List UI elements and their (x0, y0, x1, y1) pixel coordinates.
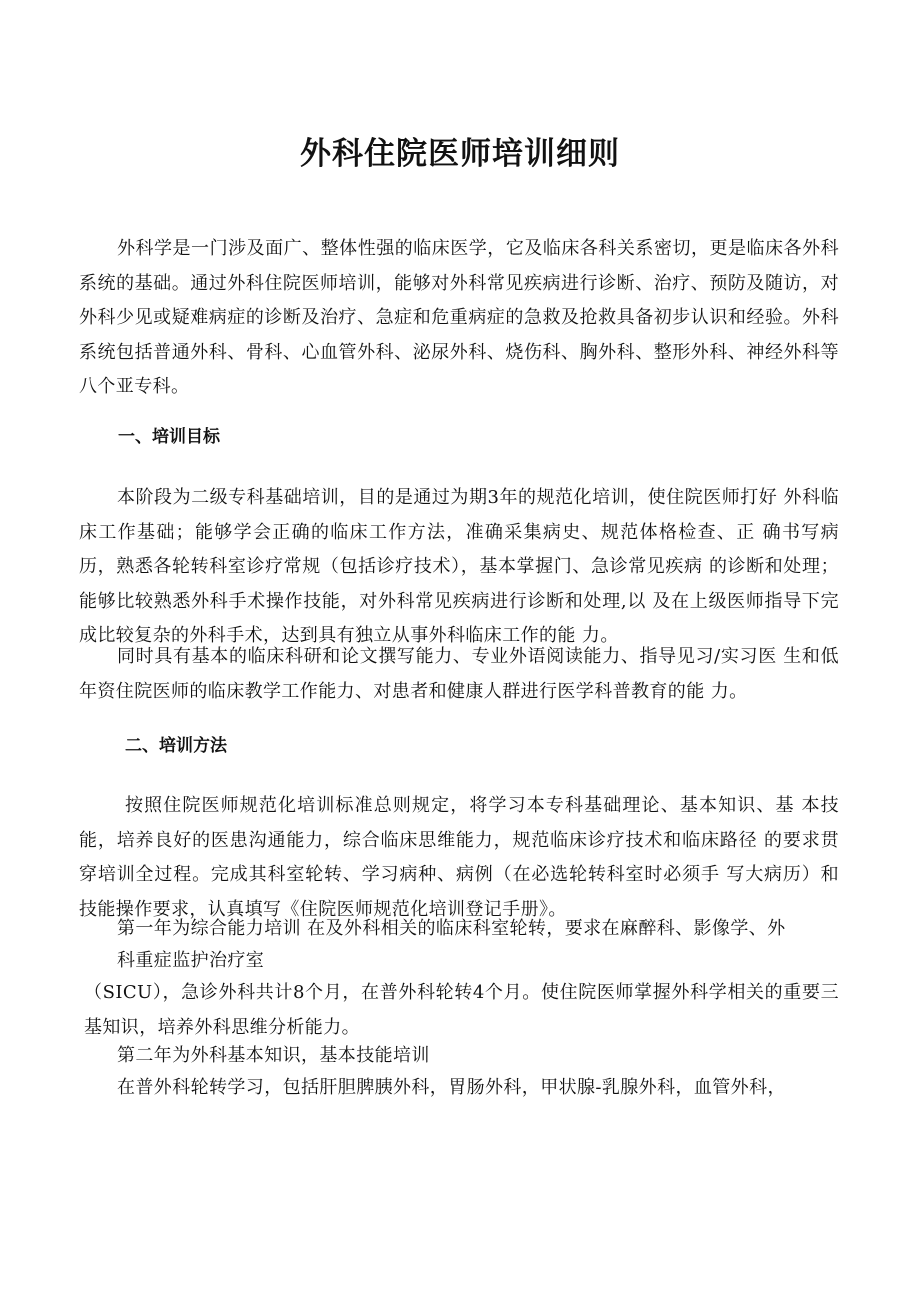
second-year-line: 在普外科轮转学习，包括肝胆脾胰外科，胃肠外科，甲状腺-乳腺外科，血管外科， (117, 1077, 786, 1098)
document-title: 外科住院医师培训细则 (300, 136, 620, 172)
section-heading-training-goals: 一、培训目标 (118, 427, 220, 447)
training-goals-paragraph-2: 同时具有基本的临床科研和论文撰写能力、专业外语阅读能力、指导见习/实习医 生和低年资住院医师的临床教学工作能力、对患者和健康人群进行医学科普教育的能 力。 (79, 646, 839, 702)
first-year-paragraph: （SICU），急诊外科共计8个月，在普外科轮转4个月。使住院医师掌握外科学相关的重要三基知识，培养外科思维分析能力。 (84, 982, 839, 1038)
training-goals-paragraph: 本阶段为二级专科基础培训，目的是通过为期3年的规范化培训，使住院医师打好 外科临床工作基础；能够学会正确的临床工作方法，准确采集病史、规范体格检查、正 确书写病历，熟悉各轮转科室诊疗常规（包括诊疗技术），基本掌握门、急诊常见疾病 的诊断和处理；能够比较熟悉外科手术操作技能，对外科常见疾病进行诊断和处理,以 及在上级医师指导下完成比较复杂的外科手术，达到具有独立从事外科临床工作的能 力。 (79, 487, 839, 646)
training-methods-paragraph: 按照住院医师规范化培训标准总则规定，将学习本专科基础理论、基本知识、基 本技能，培养良好的医患沟通能力，综合临床思维能力，规范临床诊疗技术和临床路径 的要求贯穿培训全过程。完成其科室轮转、学习病种、病例（在必选轮转科室时必须手 写大病历）和技能操作要求，认真填写《住院医师规范化培训登记手册》。 (79, 795, 839, 920)
section-heading-training-methods: 二、培训方法 (125, 736, 227, 756)
first-year-line: 第一年为综合能力培训 在及外科相关的临床科室轮转，要求在麻醉科、影像学、外 (117, 918, 786, 939)
second-year-heading: 第二年为外科基本知识，基本技能培训 (117, 1045, 430, 1066)
first-year-line-continued: 科重症监护治疗室 (117, 950, 265, 971)
intro-paragraph: 外科学是一门涉及面广、整体性强的临床医学，它及临床各科关系密切，更是临床各外科系统的基础。通过外科住院医师培训，能够对外科常见疾病进行诊断、治疗、预防及随访，对外科少见或疑难病症的诊断及治疗、急症和危重病症的急救及抢救具备初步认识和经验。外科系统包括普通外科、骨科、心血管外科、泌尿外科、烧伤科、胸外科、整形外科、神经外科等八个亚专科。 (79, 238, 839, 397)
